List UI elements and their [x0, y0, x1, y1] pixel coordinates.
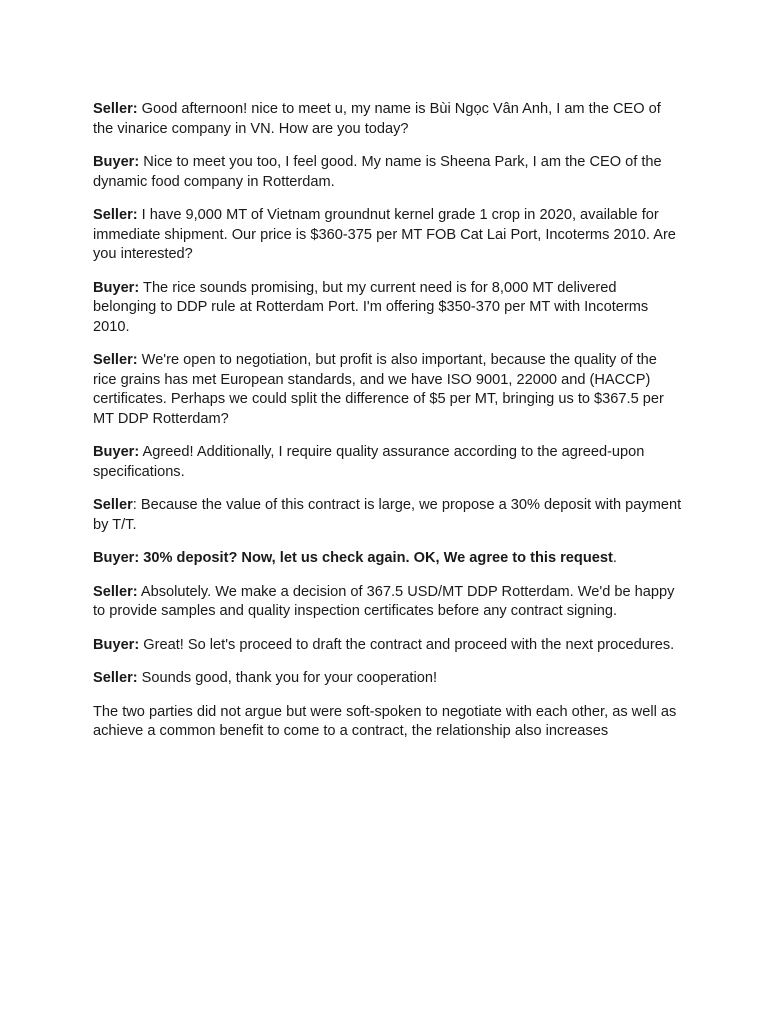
- dialogue-line-buyer-greeting: [93, 153, 683, 192]
- dialogue-line-seller-decision: [93, 583, 683, 622]
- speaker-label: Seller:: [93, 670, 138, 686]
- dialogue-line-buyer-deposit-reply: [93, 549, 683, 569]
- speaker-label: Seller:: [93, 207, 138, 223]
- dialogue-text: Absolutely. We make a decision of 367.5 USD/MT DDP Rotterdam. We'd be happy to provide samples and quality inspection certificates before any contract signing.: [93, 583, 675, 619]
- dialogue-line-seller-offer: [93, 206, 683, 265]
- dialogue-text: We're open to negotiation, but profit is also important, because the quality of the rice grains has met European standards, and we have ISO 9001, 22000 and (HACCP) certificates. Perhaps we could split the difference of $5 per MT, bringing us to $367.5 per MT DDP Rotterdam?: [93, 352, 664, 427]
- dialogue-line-seller-deposit: [93, 496, 683, 535]
- speaker-label: Seller: [93, 497, 133, 513]
- speaker-label: Buyer:: [93, 279, 140, 296]
- speaker-label: Seller:: [93, 583, 138, 600]
- dialogue-text: I have 9,000 MT of Vietnam groundnut kernel grade 1 crop in 2020, available for immediate shipment. Our price is $360-375 per MT FOB Cat Lai Port, Incoterms 2010. Are you interested?: [93, 207, 676, 262]
- dialogue-text: : Because the value of this contract is large, we propose a 30% deposit with payment by T/T.: [93, 497, 682, 533]
- dialogue-line-buyer-counter: [93, 279, 683, 338]
- dialogue-text: The rice sounds promising, but my current need is for 8,000 MT delivered belonging to DDP rule at Rotterdam Port. I'm offering $350-370 per MT with Incoterms 2010.: [93, 279, 649, 335]
- speaker-label: Seller:: [93, 101, 138, 117]
- dialogue-text: 30% deposit? Now, let us check again. OK, We agree to this request: [139, 550, 613, 566]
- speaker-label: Buyer:: [93, 444, 140, 460]
- dialogue-text: Sounds good, thank you for your cooperation!: [137, 670, 437, 686]
- dialogue-tail: .: [612, 550, 617, 566]
- dialogue-line-seller-negotiation: [93, 351, 683, 429]
- dialogue-line-seller-closing: [93, 669, 683, 689]
- speaker-label: Seller:: [93, 352, 138, 368]
- dialogue-text: Nice to meet you too, I feel good. My name is Sheena Park, I am the CEO of the dynamic food company in Rotterdam.: [93, 154, 662, 190]
- dialogue-text: Agreed! Additionally, I require quality assurance according to the agreed-upon specifications.: [93, 444, 645, 480]
- dialogue-line-buyer-agreed: [93, 443, 683, 482]
- closing-paragraph: The two parties did not argue but were soft-spoken to negotiate with each other, as well as achieve a common benefit to come to a contract, the relationship also increases: [93, 703, 677, 739]
- speaker-label: Buyer:: [93, 154, 140, 170]
- dialogue-line-buyer-proceed: [93, 636, 683, 656]
- speaker-label: Buyer:: [93, 636, 140, 653]
- speaker-label: Buyer:: [93, 550, 140, 566]
- dialogue-text: Good afternoon! nice to meet u, my name is Bùi Ngọc Vân Anh, I am the CEO of the vinarice company in VN. How are you today?: [93, 101, 661, 137]
- dialogue-line-seller-greeting: [93, 100, 683, 139]
- document-page: [93, 100, 683, 756]
- dialogue-text: Great! So let's proceed to draft the contract and proceed with the next procedures.: [139, 636, 675, 653]
